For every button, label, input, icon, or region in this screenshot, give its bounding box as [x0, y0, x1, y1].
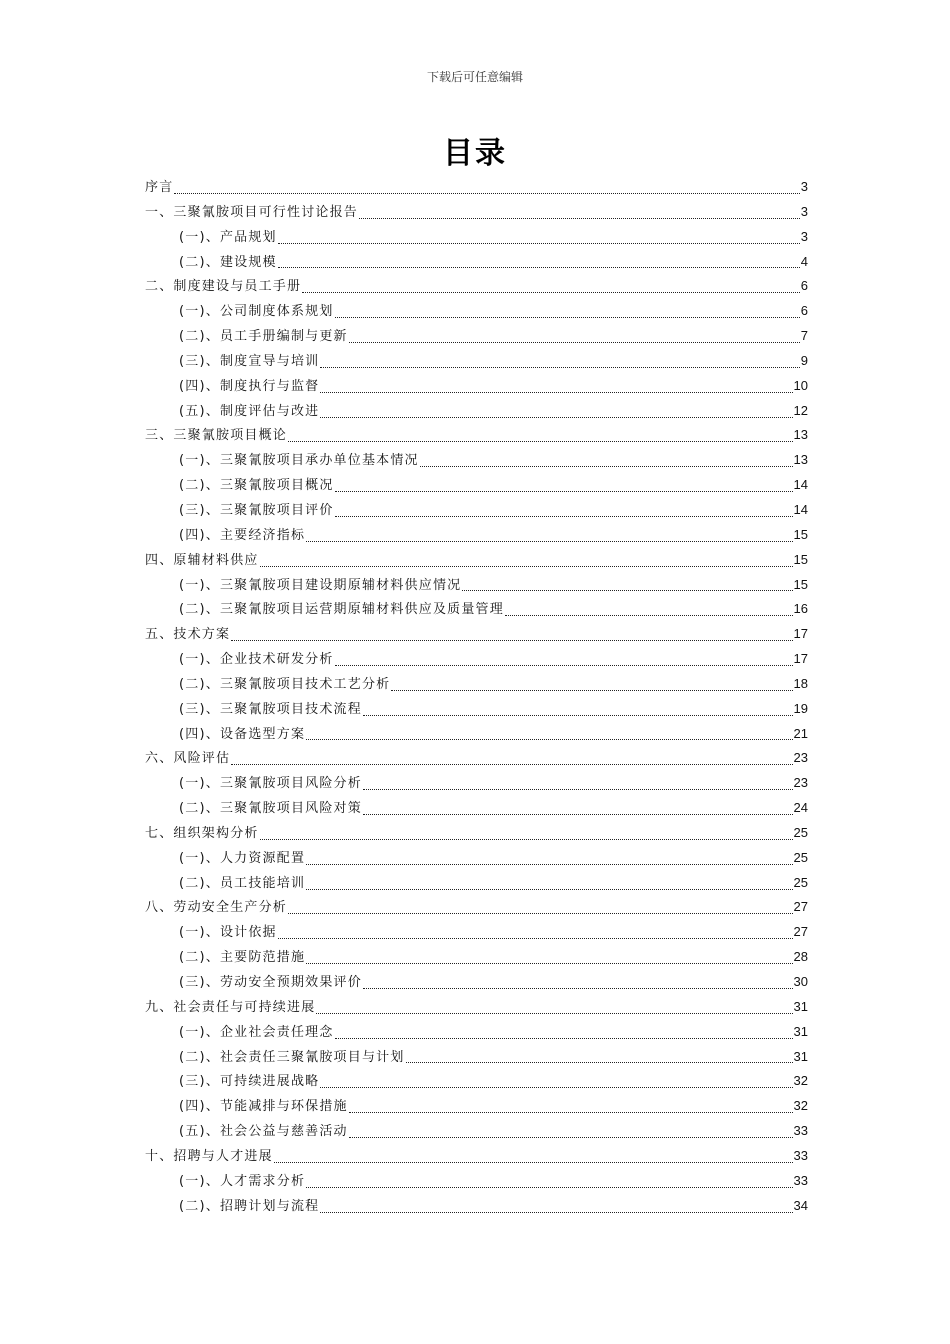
toc-entry[interactable]	[145, 995, 808, 1020]
toc-dot-leader	[302, 292, 800, 293]
toc-entry-page-number: 10	[793, 377, 808, 393]
toc-entry-label: (四)、设备选型方案	[179, 726, 306, 742]
toc-entry-page-number: 3	[800, 228, 808, 244]
toc-entry-label: (三)、三聚氰胺项目评价	[179, 502, 334, 518]
toc-dot-leader	[316, 1013, 792, 1014]
page-title: 目录	[443, 136, 507, 171]
toc-entry[interactable]	[145, 970, 808, 995]
toc-entry-page-number: 3	[800, 203, 808, 219]
toc-entry-label: (二)、员工技能培训	[179, 875, 306, 891]
toc-entry[interactable]	[145, 1045, 808, 1070]
toc-entry-label: (三)、三聚氰胺项目技术流程	[179, 701, 362, 717]
toc-entry[interactable]	[145, 498, 808, 523]
toc-entry[interactable]	[145, 622, 808, 647]
toc-entry-label: (一)、人才需求分析	[179, 1173, 306, 1189]
toc-dot-leader	[306, 1187, 792, 1188]
toc-entry-page-number: 19	[793, 700, 808, 716]
toc-entry-page-number: 18	[793, 675, 808, 691]
toc-entry[interactable]	[145, 1194, 808, 1219]
toc-dot-leader	[231, 764, 792, 765]
toc-entry-label: (五)、制度评估与改进	[179, 403, 320, 419]
toc-entry-page-number: 4	[800, 253, 808, 269]
toc-dot-leader	[335, 1038, 793, 1039]
toc-entry-label: 一、三聚氰胺项目可行性讨论报告	[145, 204, 359, 220]
toc-dot-leader	[306, 739, 792, 740]
header-note: 下载后可任意编辑	[426, 70, 523, 84]
toc-entry[interactable]	[145, 945, 808, 970]
toc-entry-page-number: 25	[793, 849, 808, 865]
toc-entry-page-number: 31	[793, 1048, 808, 1064]
toc-entry-label: 九、社会责任与可持续进展	[145, 999, 316, 1015]
toc-entry[interactable]	[145, 473, 808, 498]
toc-dot-leader	[288, 913, 793, 914]
toc-entry-label: (一)、三聚氰胺项目风险分析	[179, 776, 362, 792]
toc-entry[interactable]	[145, 374, 808, 399]
toc-entry[interactable]	[145, 1020, 808, 1045]
toc-entry-page-number: 33	[793, 1123, 808, 1139]
toc-dot-leader	[306, 963, 792, 964]
toc-entry-label: 八、劳动安全生产分析	[145, 900, 288, 916]
toc-entry-page-number: 27	[793, 924, 808, 940]
toc-entry-page-number: 13	[793, 427, 808, 443]
toc-entry-label: (二)、三聚氰胺项目运营期原辅材料供应及质量管理	[179, 602, 504, 618]
toc-entry-label: (一)、企业社会责任理念	[179, 1024, 334, 1040]
toc-entry-label: 五、技术方案	[145, 627, 231, 643]
toc-dot-leader	[335, 317, 800, 318]
toc-entry-label: (一)、产品规划	[179, 229, 277, 245]
toc-entry-page-number: 32	[793, 1098, 808, 1114]
toc-entry-page-number: 12	[793, 402, 808, 418]
toc-entry-page-number: 17	[793, 651, 808, 667]
toc-entry[interactable]	[145, 647, 808, 672]
toc-entry-label: 四、原辅材料供应	[145, 552, 259, 568]
toc-dot-leader	[320, 417, 792, 418]
toc-entry-page-number: 25	[793, 824, 808, 840]
toc-entry[interactable]	[145, 274, 808, 299]
toc-entry-page-number: 7	[800, 328, 808, 344]
toc-entry-page-number: 27	[793, 899, 808, 915]
toc-entry[interactable]	[145, 1169, 808, 1194]
toc-entry[interactable]	[145, 448, 808, 473]
table-of-contents	[145, 175, 808, 1218]
toc-entry-page-number: 31	[793, 1023, 808, 1039]
toc-entry-page-number: 33	[793, 1172, 808, 1188]
toc-entry-page-number: 33	[793, 1147, 808, 1163]
toc-entry-label: (二)、员工手册编制与更新	[179, 329, 348, 345]
toc-entry-page-number: 14	[793, 477, 808, 493]
toc-entry-label: (一)、设计依据	[179, 925, 277, 941]
toc-entry[interactable]	[145, 697, 808, 722]
toc-dot-leader	[391, 690, 792, 691]
toc-entry-label: (二)、三聚氰胺项目技术工艺分析	[179, 676, 391, 692]
toc-entry-page-number: 15	[793, 551, 808, 567]
toc-dot-leader	[320, 367, 799, 368]
toc-entry-page-number: 34	[793, 1197, 808, 1213]
toc-entry[interactable]	[145, 299, 808, 324]
toc-dot-leader	[320, 1087, 792, 1088]
toc-entry[interactable]	[145, 1119, 808, 1144]
toc-dot-leader	[278, 243, 800, 244]
toc-entry[interactable]	[145, 895, 808, 920]
toc-dot-leader	[335, 491, 793, 492]
toc-dot-leader	[231, 640, 792, 641]
toc-dot-leader	[278, 938, 793, 939]
toc-dot-leader	[174, 193, 799, 194]
toc-entry-label: 序言	[145, 180, 174, 195]
toc-entry[interactable]	[145, 796, 808, 821]
toc-entry-label: 二、制度建设与员工手册	[145, 279, 302, 295]
toc-dot-leader	[363, 814, 793, 815]
toc-dot-leader	[363, 789, 793, 790]
toc-dot-leader	[288, 441, 793, 442]
toc-entry-page-number: 31	[793, 998, 808, 1014]
toc-entry-page-number: 32	[793, 1073, 808, 1089]
toc-entry-page-number: 3	[800, 179, 808, 194]
toc-entry-page-number: 17	[793, 626, 808, 642]
toc-dot-leader	[306, 541, 792, 542]
toc-entry-page-number: 21	[793, 725, 808, 741]
toc-entry-page-number: 13	[793, 452, 808, 468]
toc-entry-label: (二)、招聘计划与流程	[179, 1198, 320, 1214]
toc-entry-page-number: 25	[793, 874, 808, 890]
toc-entry-page-number: 9	[800, 352, 808, 368]
toc-entry-label: (二)、三聚氰胺项目概况	[179, 478, 334, 494]
toc-dot-leader	[363, 988, 793, 989]
toc-dot-leader	[406, 1062, 793, 1063]
toc-entry[interactable]	[145, 225, 808, 250]
toc-entry[interactable]	[145, 548, 808, 573]
toc-entry-label: (一)、企业技术研发分析	[179, 652, 334, 668]
toc-entry[interactable]	[145, 423, 808, 448]
toc-entry-page-number: 15	[793, 576, 808, 592]
toc-entry-label: (二)、主要防范措施	[179, 950, 306, 966]
toc-entry[interactable]	[145, 200, 808, 225]
toc-entry-page-number: 28	[793, 949, 808, 965]
toc-entry-label: (五)、社会公益与慈善活动	[179, 1124, 348, 1140]
toc-entry-label: (二)、建设规模	[179, 254, 277, 270]
toc-dot-leader	[335, 665, 793, 666]
toc-entry-label: (三)、劳动安全预期效果评价	[179, 975, 362, 990]
toc-dot-leader	[320, 392, 792, 393]
toc-entry-label: (二)、社会责任三聚氰胺项目与计划	[179, 1049, 405, 1065]
toc-dot-leader	[260, 566, 793, 567]
toc-entry-label: (四)、节能减排与环保措施	[179, 1099, 348, 1115]
toc-entry-page-number: 23	[793, 775, 808, 791]
toc-entry[interactable]	[145, 1144, 808, 1169]
toc-entry-page-number: 15	[793, 526, 808, 542]
toc-dot-leader	[505, 615, 793, 616]
toc-entry-label: (三)、可持续进展战略	[179, 1074, 320, 1090]
toc-entry-label: (一)、三聚氰胺项目建设期原辅材料供应情况	[179, 577, 462, 593]
toc-entry[interactable]	[145, 1069, 808, 1094]
toc-entry-label: 六、风险评估	[145, 751, 231, 767]
toc-entry-page-number: 24	[793, 800, 808, 816]
toc-entry-page-number: 23	[793, 750, 808, 766]
toc-entry[interactable]	[145, 746, 808, 771]
toc-entry[interactable]	[145, 722, 808, 747]
toc-dot-leader	[306, 864, 792, 865]
toc-entry-label: (一)、公司制度体系规划	[179, 304, 334, 320]
toc-entry[interactable]	[145, 920, 808, 945]
toc-entry-page-number: 14	[793, 501, 808, 517]
toc-dot-leader	[260, 839, 793, 840]
toc-dot-leader	[320, 1212, 792, 1213]
toc-dot-leader	[335, 516, 793, 517]
toc-entry[interactable]	[145, 250, 808, 275]
toc-entry[interactable]	[145, 175, 808, 200]
toc-entry-label: 七、组织架构分析	[145, 825, 259, 841]
toc-entry-label: (四)、制度执行与监督	[179, 378, 320, 394]
toc-dot-leader	[349, 342, 800, 343]
toc-entry-label: (一)、三聚氰胺项目承办单位基本情况	[179, 453, 419, 469]
toc-dot-leader	[278, 267, 800, 268]
toc-entry-label: (一)、人力资源配置	[179, 850, 306, 866]
toc-dot-leader	[306, 889, 792, 890]
toc-entry[interactable]	[145, 349, 808, 374]
toc-entry-label: 十、招聘与人才进展	[145, 1148, 273, 1164]
toc-entry[interactable]	[145, 523, 808, 548]
toc-dot-leader	[462, 590, 792, 591]
toc-entry-label: (四)、主要经济指标	[179, 527, 306, 543]
toc-dot-leader	[274, 1162, 793, 1163]
toc-entry[interactable]	[145, 324, 808, 349]
toc-dot-leader	[363, 715, 793, 716]
toc-entry-page-number: 6	[800, 303, 808, 319]
toc-dot-leader	[420, 466, 793, 467]
toc-entry-page-number: 30	[793, 974, 808, 989]
toc-entry-page-number: 16	[793, 601, 808, 617]
toc-entry[interactable]	[145, 573, 808, 598]
toc-entry-label: 三、三聚氰胺项目概论	[145, 428, 288, 444]
toc-dot-leader	[349, 1112, 793, 1113]
toc-entry[interactable]	[145, 399, 808, 424]
toc-entry[interactable]	[145, 821, 808, 846]
toc-dot-leader	[359, 218, 800, 219]
toc-entry[interactable]	[145, 871, 808, 896]
toc-entry[interactable]	[145, 771, 808, 796]
toc-entry[interactable]	[145, 846, 808, 871]
toc-entry-label: (二)、三聚氰胺项目风险对策	[179, 801, 362, 817]
toc-entry-page-number: 6	[800, 278, 808, 294]
toc-entry[interactable]	[145, 597, 808, 622]
toc-entry[interactable]	[145, 672, 808, 697]
toc-entry[interactable]	[145, 1094, 808, 1119]
toc-dot-leader	[349, 1137, 793, 1138]
toc-entry-label: (三)、制度宣导与培训	[179, 353, 320, 369]
